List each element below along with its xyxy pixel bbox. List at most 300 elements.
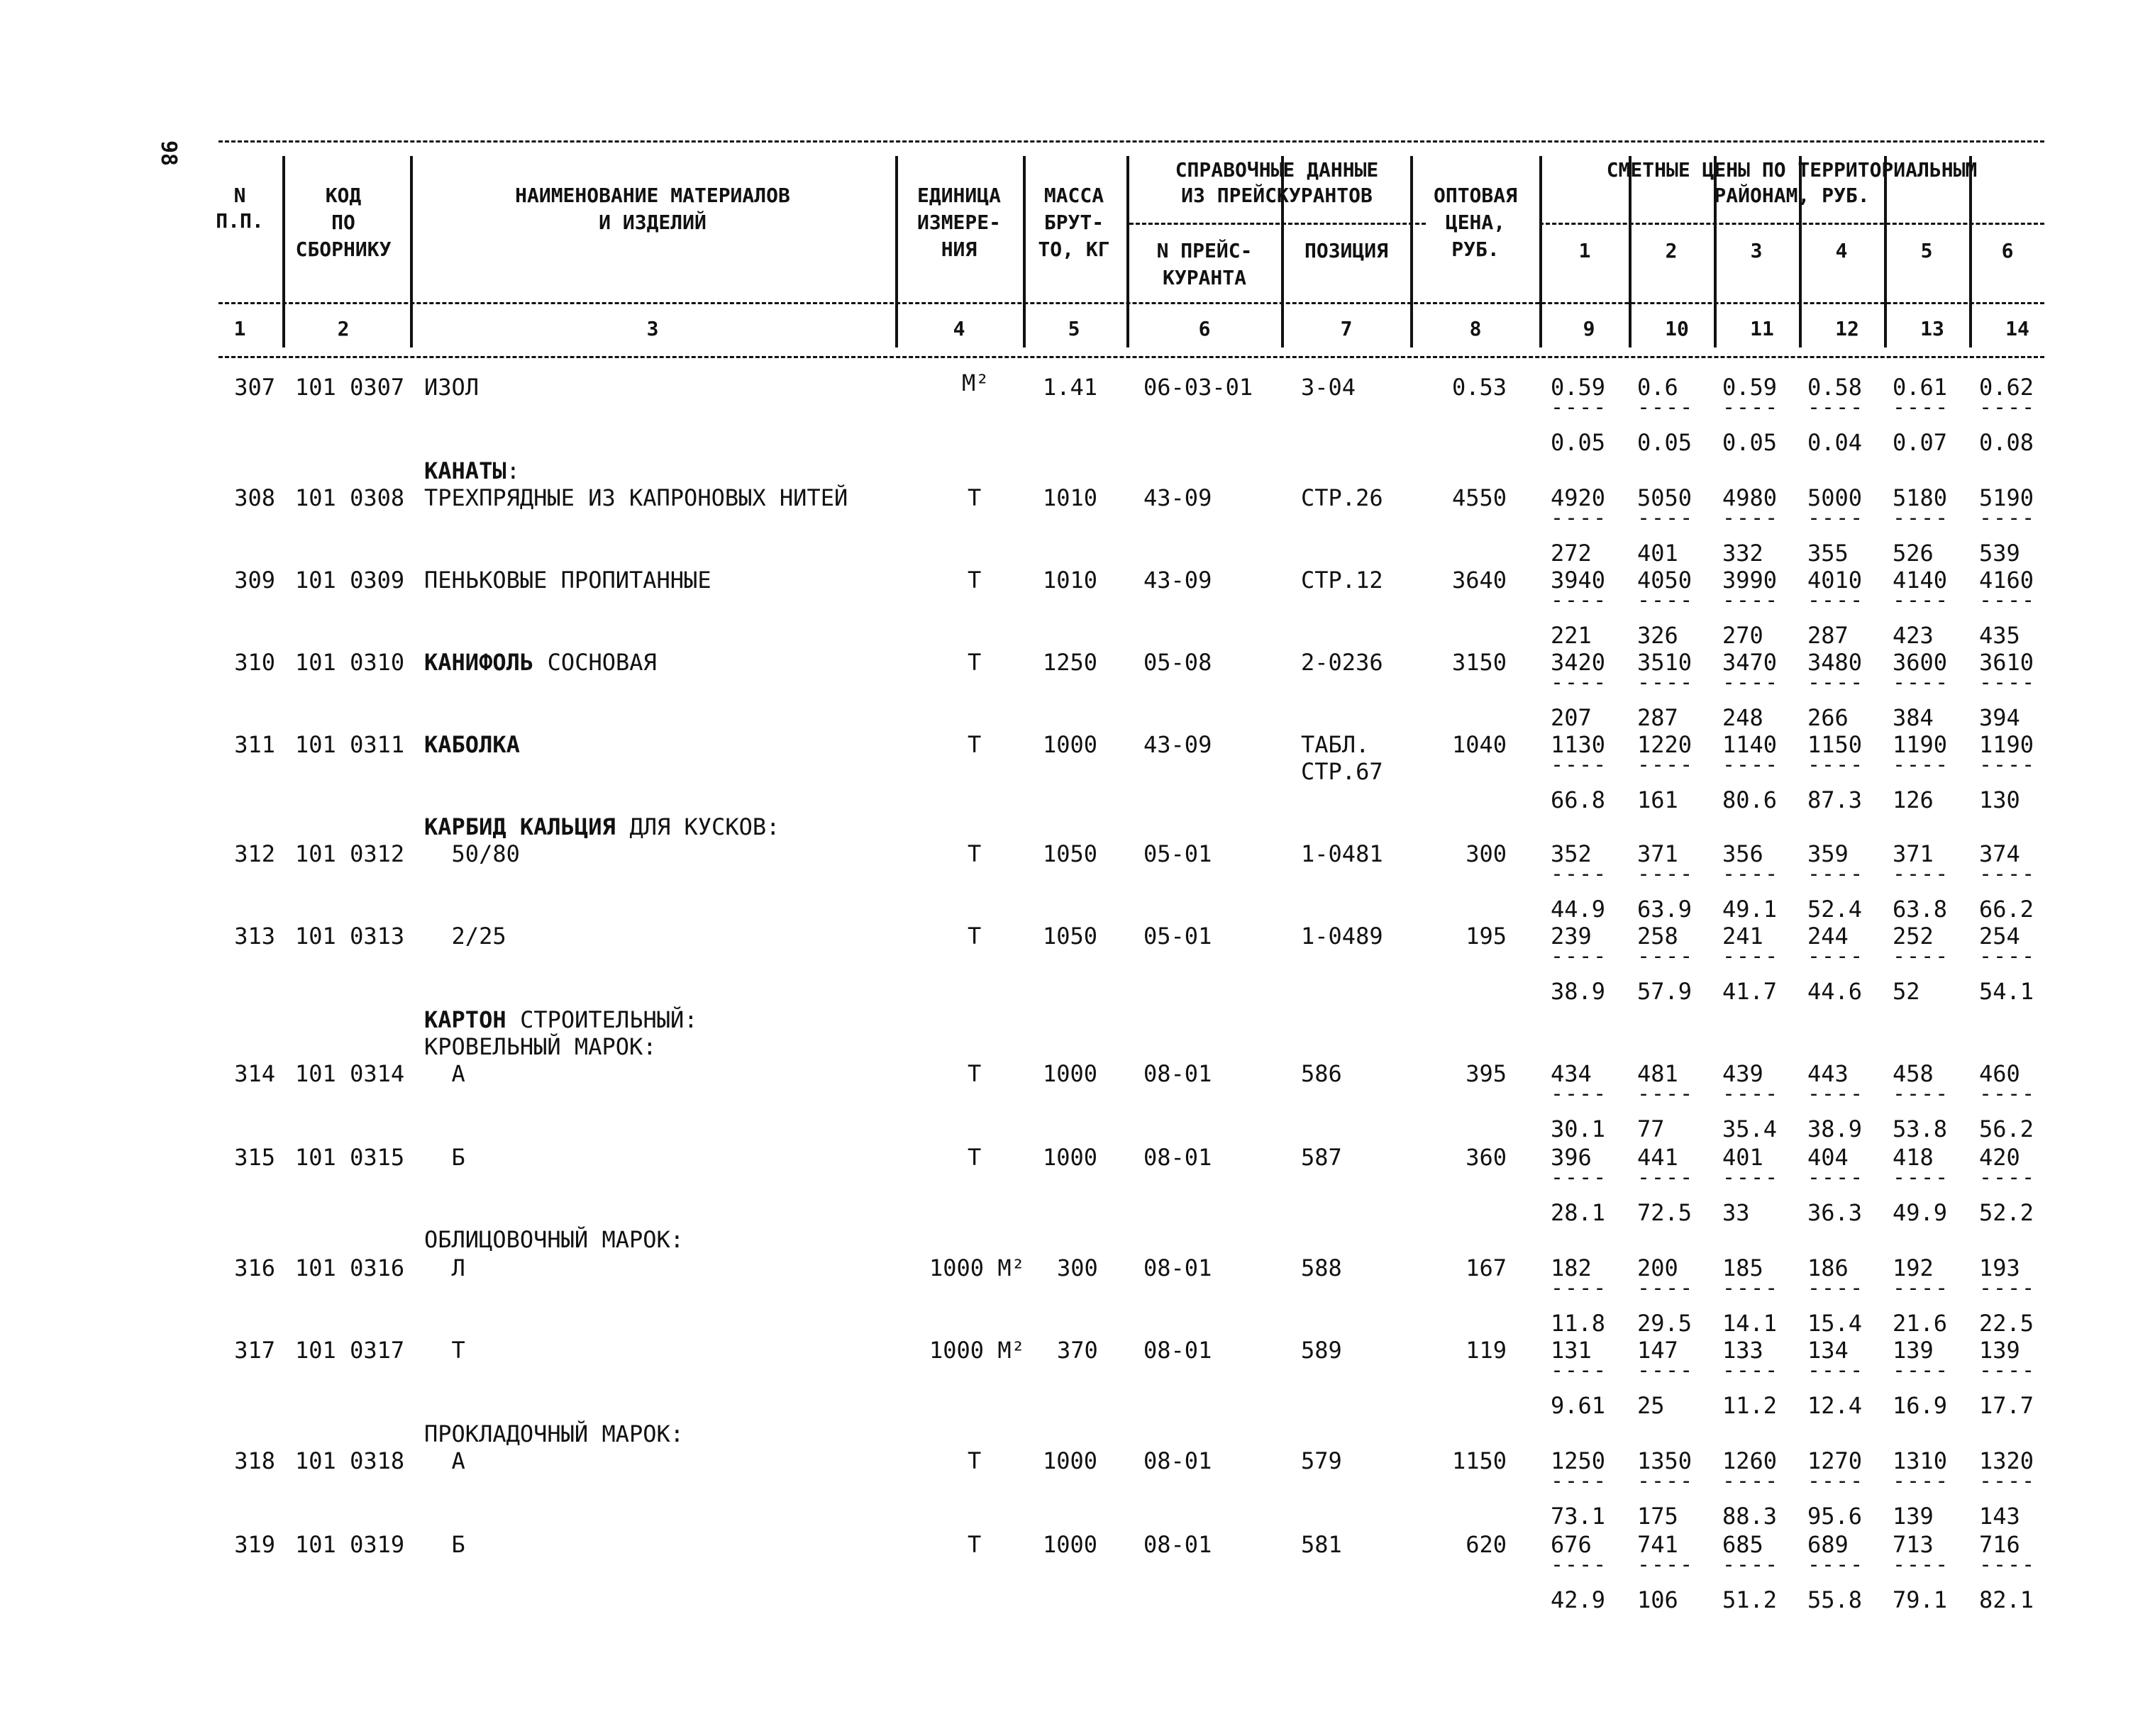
price-divider: ---- [1722,752,1780,777]
row-region-price: 185 [1722,1254,1763,1281]
row-region-price: 420 [1979,1144,2020,1171]
header-number-label: П.П. [216,209,264,233]
row-region-transport: 33 [1722,1199,1750,1226]
row-region-price: 374 [1979,840,2020,867]
header-region-number: 4 [1835,239,1848,262]
price-divider: ---- [1893,395,1950,420]
row-mass: 300 [1057,1254,1098,1281]
row-unit: Т [968,567,982,594]
row-region-transport: 79.1 [1893,1586,1948,1613]
row-region-transport: 384 [1893,704,1934,731]
row-name: ПЕНЬКОВЫЕ ПРОПИТАННЫЕ [424,567,711,594]
row-number: 317 [234,1337,275,1364]
price-divider: ---- [1893,944,1950,969]
row-pricelist: 08-01 [1143,1060,1212,1087]
row-number: 308 [234,484,275,511]
row-region-transport: 21.6 [1893,1310,1948,1337]
row-region-price: 133 [1722,1337,1763,1364]
row-region-price: 0.62 [1979,374,2034,401]
price-divider: ---- [1637,1358,1695,1383]
price-divider: ---- [1893,588,1950,613]
row-region-price: 1270 [1807,1447,1863,1474]
price-divider: ---- [1979,395,2037,420]
price-divider: ---- [1807,1469,1865,1493]
row-name: А [424,1447,465,1474]
header-region-number: 1 [1578,239,1591,262]
column-number: 7 [1340,317,1353,340]
row-name: 50/80 [424,840,520,867]
header-pricelist-label: N ПРЕЙС- [1156,239,1253,262]
header-mass-label: МАССА [1043,184,1104,207]
row-region-transport: 539 [1979,540,2020,567]
row-region-price: 3420 [1551,649,1606,676]
row-number: 307 [234,374,275,401]
header-ref-label: СПРАВОЧНЫЕ ДАННЫЕ [1175,158,1379,182]
row-region-transport: 38.9 [1807,1115,1863,1142]
row-wholesale-price: 3150 [1451,649,1507,676]
row-region-transport: 0.05 [1637,429,1693,456]
row-region-transport: 38.9 [1551,978,1606,1005]
row-position: 1-0481 [1301,840,1383,867]
header-code-label: СБОРНИКУ [295,238,392,261]
price-divider: ---- [1979,1552,2037,1577]
row-region-price: 0.59 [1722,374,1778,401]
row-region-transport: 57.9 [1637,978,1693,1005]
row-number: 319 [234,1531,275,1558]
price-divider: ---- [1979,862,2037,886]
row-region-transport: 526 [1893,540,1934,567]
price-divider: ---- [1893,506,1950,530]
row-region-price: 147 [1637,1337,1678,1364]
row-region-transport: 30.1 [1551,1115,1606,1142]
row-mass: 1050 [1043,923,1098,950]
row-region-transport: 16.9 [1893,1392,1948,1419]
row-region-transport: 106 [1637,1586,1678,1613]
row-code: 101 0316 [295,1254,405,1281]
row-region-transport: 248 [1722,704,1763,731]
row-region-price: 713 [1893,1531,1934,1558]
price-divider: ---- [1722,862,1780,886]
row-region-price: 139 [1979,1337,2020,1364]
column-number: 9 [1583,317,1595,340]
price-divider: ---- [1722,1469,1780,1493]
price-divider: ---- [1637,670,1695,695]
header-bottom-rule [218,302,2044,304]
row-pricelist: 08-01 [1143,1254,1212,1281]
row-pricelist: 05-01 [1143,840,1212,867]
row-region-transport: 49.1 [1722,896,1778,923]
row-name: Б [424,1531,465,1558]
row-region-price: 741 [1637,1531,1678,1558]
row-region-transport: 29.5 [1637,1310,1693,1337]
row-number: 314 [234,1060,275,1087]
row-region-price: 1190 [1893,731,1948,758]
price-divider: ---- [1551,862,1608,886]
row-region-transport: 175 [1637,1503,1678,1530]
row-code: 101 0310 [295,649,405,676]
row-region-transport: 73.1 [1551,1503,1606,1530]
row-number: 313 [234,923,275,950]
row-region-transport: 130 [1979,786,2020,813]
row-code: 101 0319 [295,1531,405,1558]
header-mass-label: ТО, КГ [1038,238,1110,261]
row-mass: 1000 [1043,731,1098,758]
row-wholesale-price: 1040 [1451,731,1507,758]
row-region-price: 352 [1551,840,1592,867]
group-heading: СТРОИТЕЛЬНЫЙ: [506,1006,698,1033]
price-divider: ---- [1807,1276,1865,1301]
row-pricelist: 43-09 [1143,484,1212,511]
price-divider: ---- [1637,588,1695,613]
price-divider: ---- [1551,670,1608,695]
header-wholesale-label: ОПТОВАЯ [1433,184,1517,207]
row-position: СТР.12 [1301,567,1383,594]
row-region-price: 1260 [1722,1447,1778,1474]
row-region-price: 460 [1979,1060,2020,1087]
row-region-price: 685 [1722,1531,1763,1558]
header-wholesale-label: РУБ. [1451,238,1500,261]
row-region-price: 4160 [1979,567,2034,594]
row-region-transport: 0.05 [1551,429,1606,456]
price-divider: ---- [1637,944,1695,969]
row-region-transport: 52.4 [1807,896,1863,923]
row-code: 101 0307 [295,374,405,401]
row-region-price: 434 [1551,1060,1592,1087]
row-pricelist: 43-09 [1143,567,1212,594]
row-region-transport: 80.6 [1722,786,1778,813]
row-region-transport: 9.61 [1551,1392,1606,1419]
row-position: СТР.26 [1301,484,1383,511]
header-ref-label: ИЗ ПРЕЙСКУРАНТОВ [1181,184,1373,207]
row-region-price: 441 [1637,1144,1678,1171]
row-region-price: 200 [1637,1254,1678,1281]
row-region-price: 3470 [1722,649,1778,676]
group-heading: ДЛЯ КУСКОВ: [616,813,780,840]
price-divider: ---- [1979,506,2037,530]
header-unit-label: НИЯ [941,238,977,261]
column-number: 4 [953,317,965,340]
page-number: 98 [156,140,181,167]
row-region-price: 3480 [1807,649,1863,676]
row-region-transport: 22.5 [1979,1310,2034,1337]
row-region-price: 359 [1807,840,1849,867]
group-heading: : [506,457,521,484]
header-position-label: ПОЗИЦИЯ [1304,239,1388,262]
row-region-transport: 54.1 [1979,978,2034,1005]
header-unit-label: ИЗМЕРЕ- [916,211,1001,234]
row-region-transport: 139 [1893,1503,1934,1530]
row-position: 586 [1301,1060,1342,1087]
group-heading: ОБЛИЦОВОЧНЫЙ МАРОК: [424,1226,685,1253]
row-region-transport: 126 [1893,786,1934,813]
price-divider: ---- [1807,1358,1865,1383]
row-region-price: 371 [1637,840,1678,867]
row-region-price: 401 [1722,1144,1763,1171]
row-pricelist: 08-01 [1143,1144,1212,1171]
price-divider: ---- [1637,1552,1695,1577]
row-region-transport: 52.2 [1979,1199,2034,1226]
row-number: 311 [234,731,275,758]
price-divider: ---- [1979,1165,2037,1190]
row-region-transport: 401 [1637,540,1678,567]
row-name: Б [424,1144,465,1171]
row-position: 2-0236 [1301,649,1383,676]
group-heading: ПРОКЛАДОЧНЫЙ МАРОК: [424,1420,685,1447]
row-region-transport: 272 [1551,540,1592,567]
price-divider: ---- [1551,1276,1608,1301]
row-region-transport: 72.5 [1637,1199,1693,1226]
row-region-price: 252 [1893,923,1934,950]
row-region-transport: 25 [1637,1392,1665,1419]
header-name-label: НАИМЕНОВАНИЕ МАТЕРИАЛОВ [515,184,790,207]
row-region-price: 1320 [1979,1447,2034,1474]
row-name-bold: КАНИФОЛЬ [424,649,534,676]
row-region-price: 0.58 [1807,374,1863,401]
row-region-price: 139 [1893,1337,1934,1364]
row-region-transport: 51.2 [1722,1586,1778,1613]
row-region-transport: 266 [1807,704,1849,731]
table-top-rule [218,140,2044,143]
row-region-price: 716 [1979,1531,2020,1558]
price-divider: ---- [1807,862,1865,886]
row-name-bold: КАБОЛКА [424,731,520,758]
row-region-transport: 270 [1722,622,1763,649]
row-region-price: 131 [1551,1337,1592,1364]
row-region-price: 5000 [1807,484,1863,511]
row-region-transport: 95.6 [1807,1503,1863,1530]
row-region-price: 244 [1807,923,1849,950]
row-region-price: 4140 [1893,567,1948,594]
row-mass: 1250 [1043,649,1098,676]
row-region-price: 1220 [1637,731,1693,758]
header-region-label: СМЕТНЫЕ ЦЕНЫ ПО ТЕРРИТОРИАЛЬНЫМ [1606,158,1978,182]
row-name: Т [424,1337,465,1364]
price-divider: ---- [1893,752,1950,777]
row-region-price: 481 [1637,1060,1678,1087]
column-number: 12 [1835,317,1859,340]
price-divider: ---- [1551,588,1608,613]
row-region-price: 356 [1722,840,1763,867]
row-name: А [424,1060,465,1087]
row-number: 309 [234,567,275,594]
row-wholesale-price: 167 [1466,1254,1507,1281]
row-unit: Т [968,840,982,867]
row-position: 581 [1301,1531,1342,1558]
row-wholesale-price: 119 [1466,1337,1507,1364]
row-unit: Т [968,1531,982,1558]
row-region-transport: 63.9 [1637,896,1693,923]
row-region-price: 404 [1807,1144,1849,1171]
price-divider: ---- [1979,752,2037,777]
row-mass: 1000 [1043,1447,1098,1474]
row-region-price: 4920 [1551,484,1606,511]
row-region-price: 186 [1807,1254,1849,1281]
row-position: СТР.67 [1301,758,1383,785]
row-position: 3-04 [1301,374,1356,401]
row-region-price: 1130 [1551,731,1606,758]
row-region-transport: 11.8 [1551,1310,1606,1337]
row-position: 589 [1301,1337,1342,1364]
column-number: 5 [1068,317,1080,340]
price-divider: ---- [1551,1081,1608,1106]
row-region-transport: 12.4 [1807,1392,1863,1419]
price-divider: ---- [1807,1165,1865,1190]
row-region-price: 258 [1637,923,1678,950]
row-region-price: 134 [1807,1337,1849,1364]
price-divider: ---- [1979,944,2037,969]
row-region-price: 182 [1551,1254,1592,1281]
price-divider: ---- [1551,1165,1608,1190]
row-region-price: 254 [1979,923,2020,950]
price-divider: ---- [1807,395,1865,420]
row-region-price: 0.6 [1637,374,1678,401]
row-region-transport: 11.2 [1722,1392,1778,1419]
row-unit: 1000 М² [929,1254,1025,1281]
row-region-transport: 52 [1893,978,1920,1005]
row-region-price: 239 [1551,923,1592,950]
row-mass: 1000 [1043,1531,1098,1558]
price-divider: ---- [1807,944,1865,969]
row-wholesale-price: 195 [1466,923,1507,950]
header-name-label: И ИЗДЕЛИЙ [599,211,707,234]
row-region-price: 5050 [1637,484,1693,511]
price-divider: ---- [1893,862,1950,886]
price-divider: ---- [1893,1469,1950,1493]
row-region-price: 3510 [1637,649,1693,676]
price-divider: ---- [1979,670,2037,695]
row-position: 1-0489 [1301,923,1383,950]
row-region-transport: 17.7 [1979,1392,2034,1419]
row-unit: Т [968,649,982,676]
row-wholesale-price: 395 [1466,1060,1507,1087]
price-divider: ---- [1722,588,1780,613]
row-number: 312 [234,840,275,867]
row-region-price: 1310 [1893,1447,1948,1474]
price-divider: ---- [1722,1276,1780,1301]
row-region-price: 371 [1893,840,1934,867]
price-divider: ---- [1807,588,1865,613]
row-code: 101 0313 [295,923,405,950]
row-region-transport: 53.8 [1893,1115,1948,1142]
row-region-transport: 15.4 [1807,1310,1863,1337]
price-divider: ---- [1551,944,1608,969]
row-region-price: 5190 [1979,484,2034,511]
row-region-transport: 287 [1637,704,1678,731]
row-region-transport: 332 [1722,540,1763,567]
row-region-transport: 0.07 [1893,429,1948,456]
header-region-number: 2 [1665,239,1678,262]
price-divider: ---- [1637,506,1695,530]
price-divider: ---- [1637,752,1695,777]
row-number: 310 [234,649,275,676]
row-region-price: 1140 [1722,731,1778,758]
row-pricelist: 08-01 [1143,1337,1212,1364]
row-region-price: 192 [1893,1254,1934,1281]
row-region-transport: 87.3 [1807,786,1863,813]
row-region-price: 193 [1979,1254,2020,1281]
row-region-price: 4980 [1722,484,1778,511]
price-divider: ---- [1807,1081,1865,1106]
group-heading: КРОВЕЛЬНЫЙ МАРОК: [424,1033,657,1060]
row-region-transport: 0.05 [1722,429,1778,456]
price-divider: ---- [1551,1552,1608,1577]
row-region-transport: 63.8 [1893,896,1948,923]
group-heading-bold: КАРТОН [424,1006,506,1033]
price-divider: ---- [1893,1358,1950,1383]
row-region-price: 5180 [1893,484,1948,511]
price-divider: ---- [1979,1469,2037,1493]
row-region-price: 443 [1807,1060,1849,1087]
row-pricelist: 05-08 [1143,649,1212,676]
header-pricelist-label: КУРАНТА [1162,266,1246,289]
row-region-transport: 0.08 [1979,429,2034,456]
row-region-price: 1350 [1637,1447,1693,1474]
row-position: 588 [1301,1254,1342,1281]
price-divider: ---- [1722,1165,1780,1190]
row-region-price: 0.61 [1893,374,1948,401]
row-region-price: 3610 [1979,649,2034,676]
row-region-transport: 55.8 [1807,1586,1863,1613]
row-mass: 1000 [1043,1144,1098,1171]
row-unit: 1000 М² [929,1337,1025,1364]
row-region-transport: 66.8 [1551,786,1606,813]
row-region-transport: 221 [1551,622,1592,649]
row-region-transport: 14.1 [1722,1310,1778,1337]
row-region-price: 3600 [1893,649,1948,676]
header-region-label: РАЙОНАМ, РУБ. [1714,184,1870,207]
row-code: 101 0315 [295,1144,405,1171]
row-region-price: 676 [1551,1531,1592,1558]
row-position: 579 [1301,1447,1342,1474]
price-divider: ---- [1551,395,1608,420]
row-wholesale-price: 300 [1466,840,1507,867]
price-divider: ---- [1722,670,1780,695]
row-region-transport: 66.2 [1979,896,2034,923]
row-unit: Т [968,731,982,758]
column-number: 10 [1665,317,1689,340]
price-divider: ---- [1637,395,1695,420]
row-region-transport: 394 [1979,704,2020,731]
price-divider: ---- [1979,1276,2037,1301]
row-region-transport: 0.04 [1807,429,1863,456]
row-region-transport: 287 [1807,622,1849,649]
row-region-transport: 28.1 [1551,1199,1606,1226]
price-divider: ---- [1722,1358,1780,1383]
row-region-price: 0.59 [1551,374,1606,401]
price-divider: ---- [1893,1165,1950,1190]
row-pricelist: 05-01 [1143,923,1212,950]
row-region-price: 1250 [1551,1447,1606,1474]
row-mass: 1.41 [1043,374,1098,401]
row-number: 318 [234,1447,275,1474]
row-region-price: 418 [1893,1144,1934,1171]
header-number-label: N [233,184,246,207]
row-unit: Т [968,923,982,950]
row-region-transport: 49.9 [1893,1199,1948,1226]
row-region-price: 1190 [1979,731,2034,758]
header-region-number: 3 [1750,239,1763,262]
price-divider: ---- [1551,1469,1608,1493]
row-region-transport: 161 [1637,786,1678,813]
row-region-transport: 326 [1637,622,1678,649]
row-unit: Т [968,1144,982,1171]
row-wholesale-price: 620 [1466,1531,1507,1558]
group-heading-bold: КАНАТЫ [424,457,506,484]
column-number: 8 [1469,317,1482,340]
row-position: 587 [1301,1144,1342,1171]
column-number: 13 [1920,317,1944,340]
row-region-price: 396 [1551,1144,1592,1171]
